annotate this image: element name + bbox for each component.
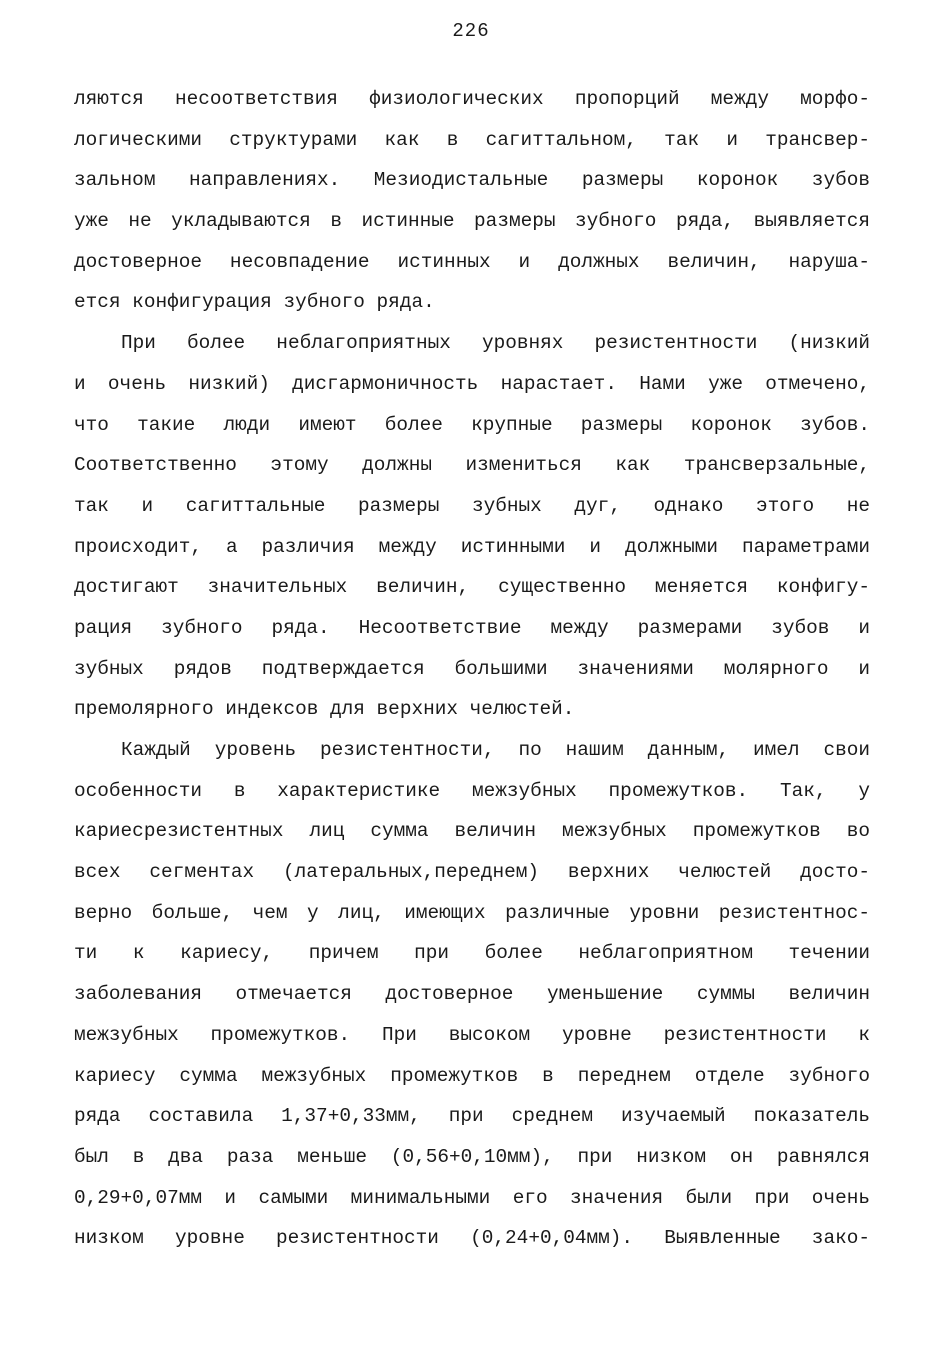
text-line: ется конфигурация зубного ряда. bbox=[74, 291, 435, 314]
text-line: межзубных промежутков. При высоком уровне резистентности к bbox=[74, 1023, 870, 1046]
text-line: уже не укладываются в истинные размеры зубного ряда, выявляется bbox=[74, 210, 870, 233]
text-line: логическими структурами как в сагиттальном, так и трансвер- bbox=[74, 128, 870, 151]
text-line: зальном направлениях. Мезиодистальные размеры коронок зубов bbox=[74, 169, 870, 192]
text-line: особенности в характеристике межзубных промежутков. Так, у bbox=[74, 779, 870, 802]
text-line: 0,29+0,07мм и самыми минимальными его значения были при очень bbox=[74, 1186, 870, 1209]
text-line: Каждый уровень резистентности, по нашим данным, имел свои bbox=[121, 739, 870, 761]
text-line: происходит, а различия между истинными и должными параметрами bbox=[74, 535, 870, 558]
text-line: При более неблагоприятных уровнях резистентности (низкий bbox=[121, 332, 870, 355]
text-line: достоверное несовпадение истинных и должных величин, наруша- bbox=[74, 250, 870, 273]
text-line: ряда составила 1,37+0,33мм, при среднем изучаемый показатель bbox=[74, 1105, 870, 1128]
body-text bbox=[74, 79, 870, 1259]
text-line: достигают значительных величин, существенно меняется конфигу- bbox=[74, 576, 870, 599]
text-line: ляются несоответствия физиологических пропорций между морфо- bbox=[74, 88, 870, 110]
page-number: 226 bbox=[452, 20, 490, 42]
text-line: всех сегментах (латеральных,переднем) верхних челюстей досто- bbox=[74, 861, 870, 884]
text-line: был в два раза меньше (0,56+0,10мм), при низком он равнялся bbox=[74, 1145, 870, 1168]
text-line: зубных рядов подтверждается большими значениями молярного и bbox=[74, 657, 870, 680]
text-line: и очень низкий) дисгармоничность нарастает. Нами уже отмечено, bbox=[74, 372, 870, 395]
text-line: верно больше, чем у лиц, имеющих различные уровни резистентнос- bbox=[74, 901, 870, 924]
text-line: что такие люди имеют более крупные размеры коронок зубов. bbox=[74, 413, 870, 436]
text-line: рация зубного ряда. Несоответствие между размерами зубов и bbox=[74, 616, 870, 639]
text-line: низком уровне резистентности (0,24+0,04мм). Выявленные зако- bbox=[74, 1227, 870, 1250]
text-line: кариесу сумма межзубных промежутков в переднем отделе зубного bbox=[74, 1064, 870, 1087]
text-line: так и сагиттальные размеры зубных дуг, однако этого не bbox=[74, 494, 870, 517]
text-line: заболевания отмечается достоверное уменьшение суммы величин bbox=[74, 983, 870, 1006]
text-line: премолярного индексов для верхних челюстей. bbox=[74, 698, 575, 721]
text-line: кариесрезистентных лиц сумма величин межзубных промежутков во bbox=[74, 820, 870, 843]
text-line: ти к кариесу, причем при более неблагоприятном течении bbox=[74, 942, 870, 965]
text-line: Соответственно этому должны измениться как трансверзальные, bbox=[74, 454, 870, 477]
